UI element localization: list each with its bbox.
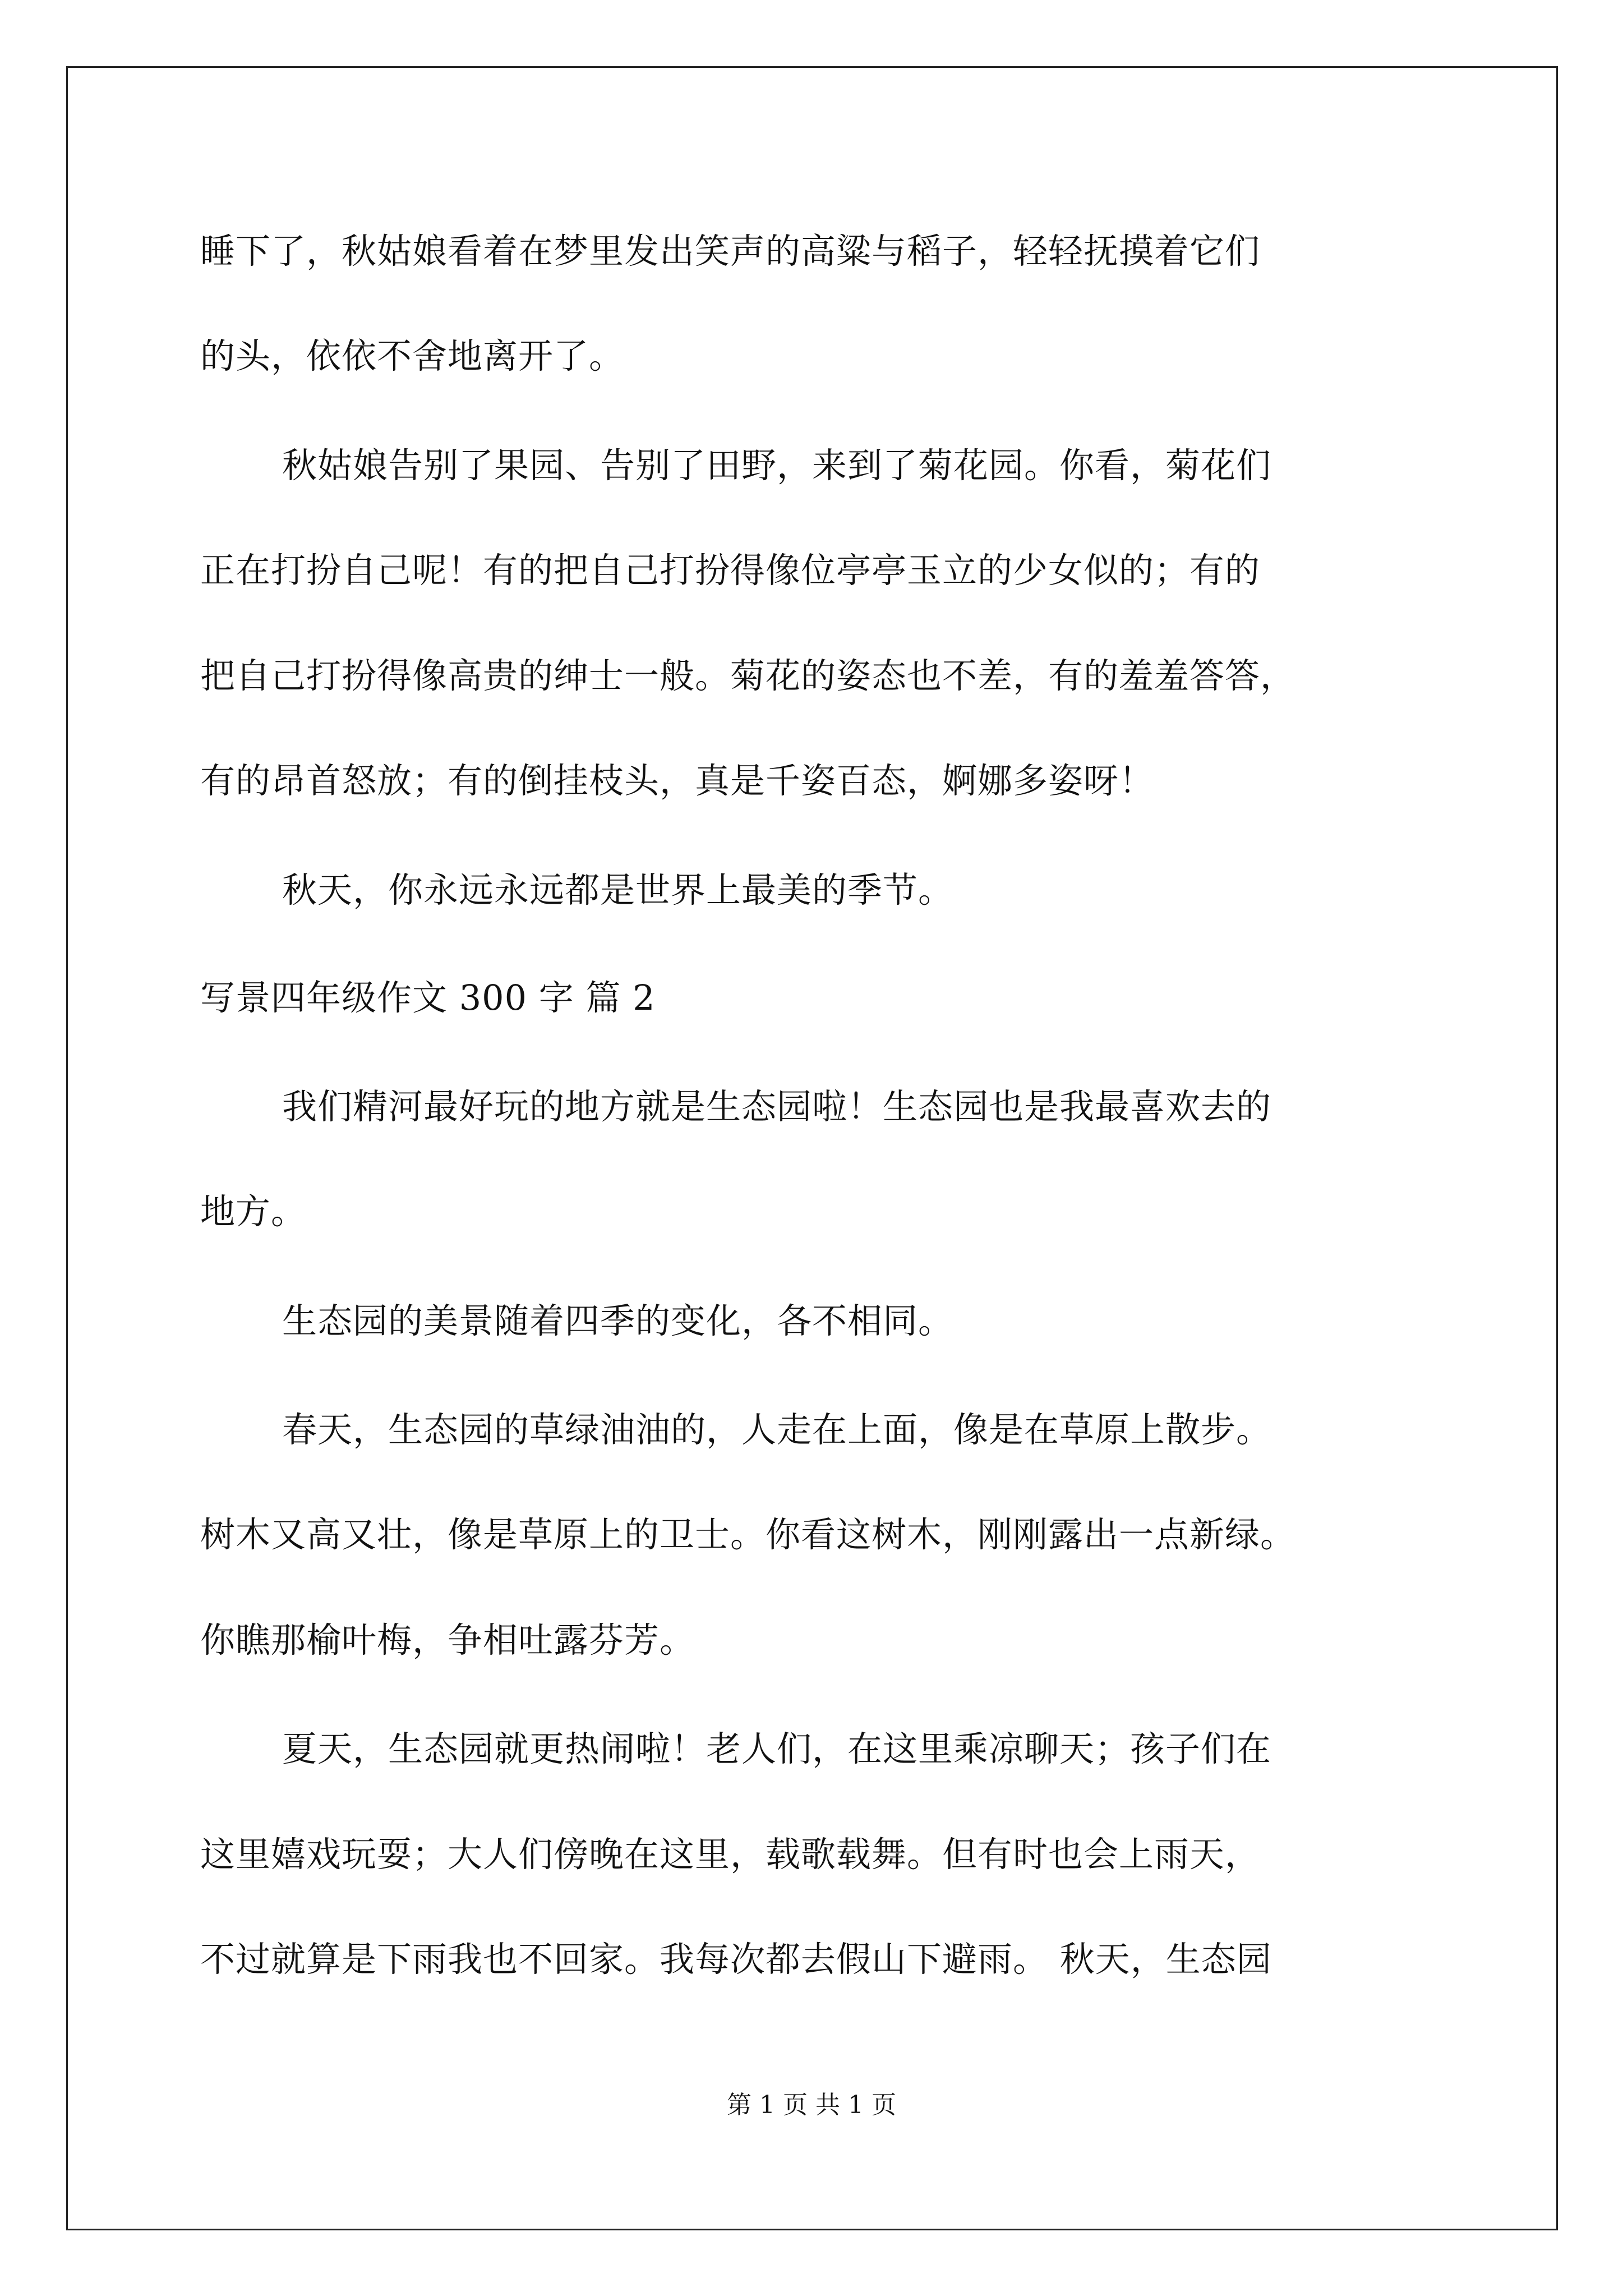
body-line-2: 的头，依依不舍地离开了。: [200, 335, 625, 376]
body-line-6: 有的昂首怒放；有的倒挂枝头，真是千姿百态，婀娜多姿呀！: [200, 760, 1155, 801]
body-line-4: 正在打扮自己呢！有的把自己打扮得像位亭亭玉立的少女似的；有的: [200, 550, 1261, 591]
body-line-3: 秋姑娘告别了果园、告别了田野，来到了菊花园。你看，菊花们: [282, 445, 1272, 486]
body-line-11: 春天，生态园的草绿油油的，人走在上面，像是在草原上散步。: [282, 1409, 1272, 1450]
body-line-8: 我们精河最好玩的地方就是生态园啦！生态园也是我最喜欢去的: [282, 1086, 1272, 1127]
body-line-15: 这里嬉戏玩耍；大人们傍晚在这里，载歌载舞。但有时也会上雨天，: [200, 1834, 1261, 1875]
body-line-10: 生态园的美景随着四季的变化，各不相同。: [282, 1300, 954, 1341]
body-line-12: 树木又高又壮，像是草原上的卫士。你看这树木，刚刚露出一点新绿。: [200, 1514, 1296, 1555]
page-footer: 第 1 页 共 1 页: [727, 2091, 896, 2119]
body-line-1: 睡下了，秋姑娘看着在梦里发出笑声的高粱与稻子，轻轻抚摸着它们: [200, 231, 1261, 272]
page-border: [66, 66, 1558, 2230]
body-line-13: 你瞧那榆叶梅，争相吐露芬芳。: [200, 1619, 695, 1660]
body-line-9: 地方。: [200, 1191, 307, 1232]
body-line-5: 把自己打扮得像高贵的绅士一般。菊花的姿态也不差，有的羞羞答答，: [200, 655, 1296, 696]
body-line-7: 秋天，你永远永远都是世界上最美的季节。: [282, 869, 954, 910]
body-line-16: 不过就算是下雨我也不回家。我每次都去假山下避雨。 秋天，生态园: [200, 1939, 1272, 1980]
section-heading: 写景四年级作文 300 字 篇 2: [200, 977, 656, 1018]
body-line-14: 夏天，生态园就更热闹啦！老人们，在这里乘凉聊天；孩子们在: [282, 1728, 1272, 1769]
